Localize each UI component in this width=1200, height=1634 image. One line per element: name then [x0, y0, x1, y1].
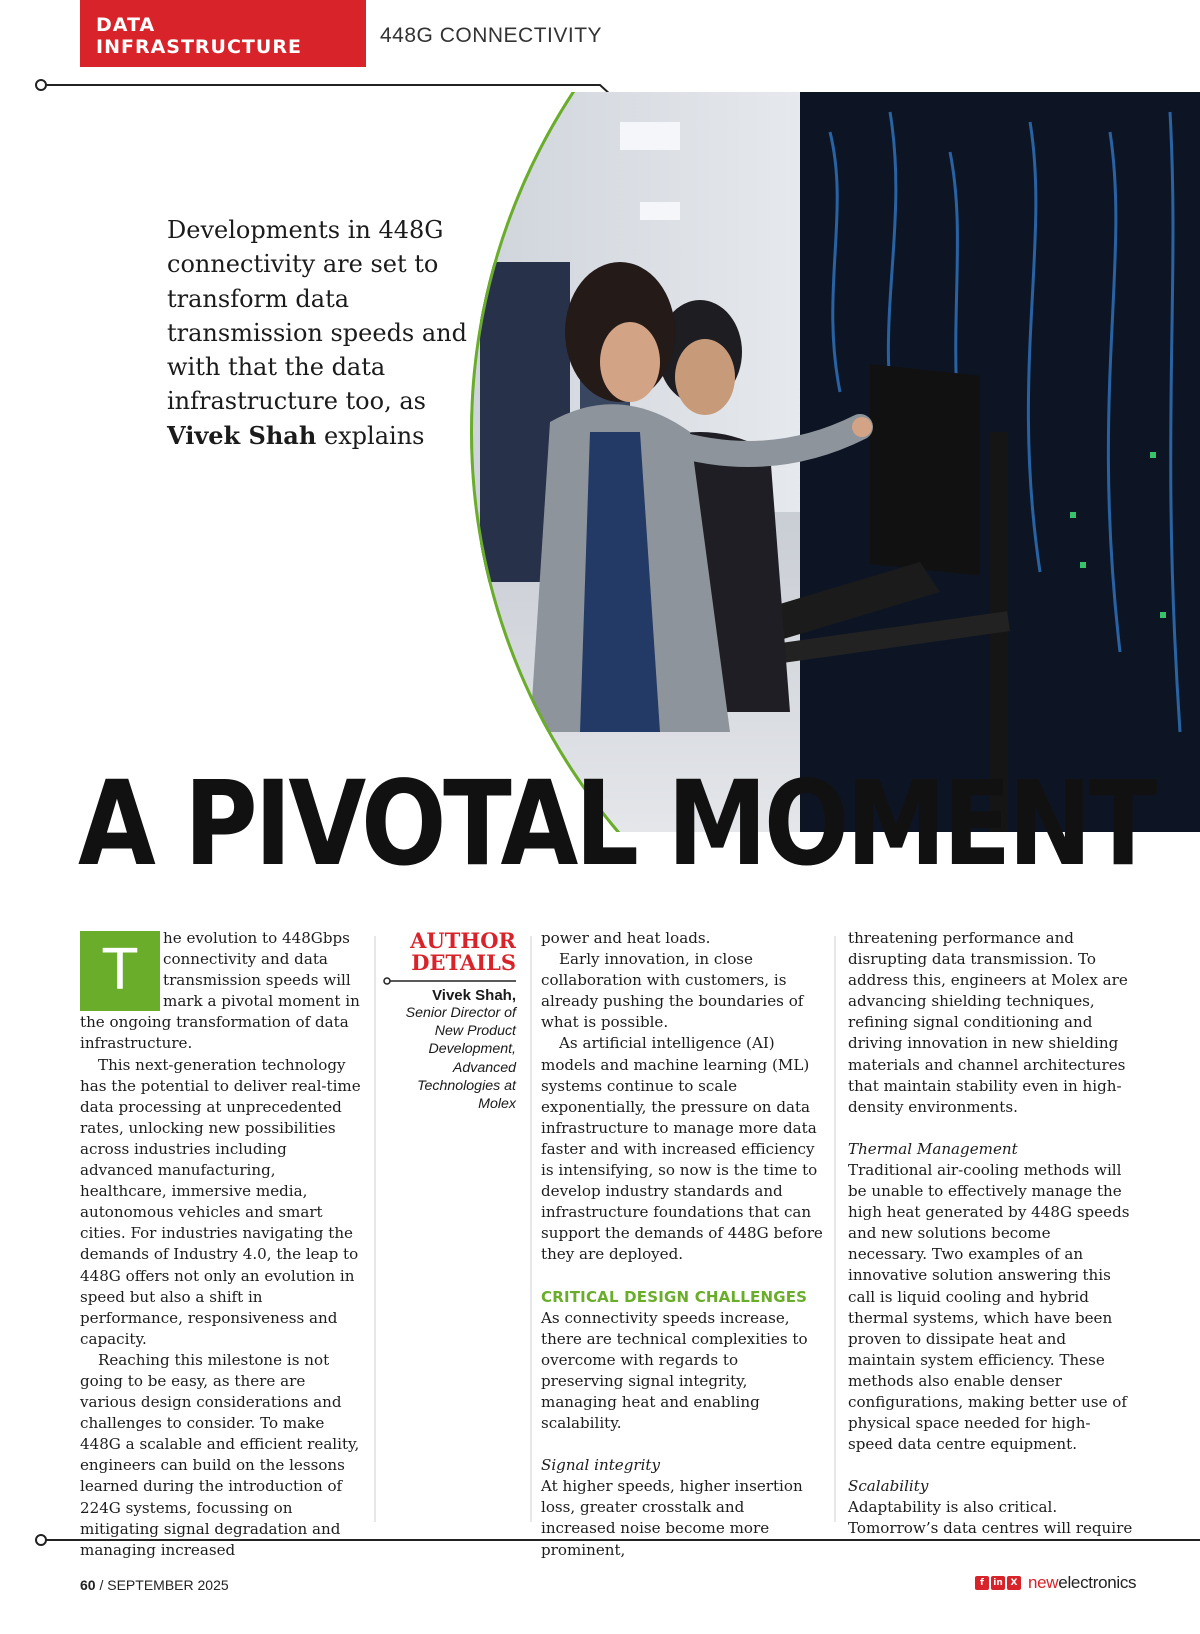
author-role: Senior Director of New Product Development, Advanced Technologies at Molex — [405, 1005, 516, 1113]
page-folio — [80, 1577, 229, 1593]
article-column-1 — [80, 928, 362, 1561]
headline: A PIVOTAL MOMENT — [78, 755, 1154, 892]
brand-name-electronics: electronics — [1058, 1573, 1137, 1592]
paragraph: Adaptability is also critical. Tomorrow’s data centres will require — [848, 1498, 1133, 1538]
bottom-rule-dot — [36, 1535, 46, 1545]
facebook-icon[interactable]: f — [975, 1576, 989, 1590]
paragraph: threatening performance and disrupting data transmission. To address this, engineers at Molex are advancing shielding techniques, refining signal conditioning and driving innovation in new shielding materials and channel architectures that maintain stability even in high-density environments. — [848, 929, 1128, 1116]
author-name: Vivek Shah, — [432, 987, 516, 1004]
standfirst-suffix: explains — [323, 421, 425, 450]
brand-name — [1028, 1573, 1136, 1593]
top-rule-dot — [36, 80, 46, 90]
author-details — [384, 930, 516, 1113]
subheading-critical-design: CRITICAL DESIGN CHALLENGES — [541, 1287, 808, 1306]
paragraph: Early innovation, in close collaboration with customers, is already pushing the boundaries of what is possible. — [541, 950, 804, 1032]
paragraph: As artificial intelligence (AI) models and machine learning (ML) systems continue to scale exponentially, the pressure on data infrastructure to manage more data faster and with increased efficiency is intensifying, so now is the time to develop industry standards and infrastructure foundations that can support the demands of 448G before they are deployed. — [541, 1034, 823, 1264]
brand-name-new: new — [1028, 1573, 1059, 1592]
paragraph: At higher speeds, higher insertion loss, greater crosstalk and increased noise become more prominent, — [541, 1477, 803, 1559]
linkedin-icon[interactable]: in — [991, 1576, 1005, 1590]
subheading-thermal: Thermal Management — [848, 1139, 1018, 1158]
subheading-signal-integrity: Signal integrity — [541, 1456, 661, 1475]
paragraph: Traditional air-cooling methods will be unable to effectively manage the high heat generated by 448G speeds and new solutions become necessary. Two examples of an innovative solution answering this call is liquid cooling and hybrid thermal systems, which have been proven to dissipate heat and maintain system efficiency. These methods also enable denser configurations, making better use of physical space needed for high-speed data centre equipment. — [848, 1160, 1130, 1454]
folio-separator: / — [99, 1577, 104, 1593]
subheading-scalability: Scalability — [848, 1477, 929, 1496]
article-column-3 — [848, 928, 1134, 1540]
x-icon[interactable]: X — [1007, 1576, 1021, 1590]
author-heading-line1: AUTHOR — [410, 928, 516, 953]
standfirst — [167, 213, 467, 453]
page-number: 60 — [80, 1577, 96, 1593]
issue-date: SEPTEMBER 2025 — [107, 1577, 229, 1593]
section-tag: DATA INFRASTRUCTURE — [80, 0, 366, 67]
paragraph: Reaching this milestone is not going to be easy, as there are various design considerations and challenges to consider. To make 448G a scalable and efficient reality, engineers can build on the lessons learned during the introduction of 224G systems, focussing on mitigating signal degradation and managing increased — [80, 1350, 360, 1559]
section-subtitle: 448G CONNECTIVITY — [380, 23, 603, 47]
paragraph: As connectivity speeds increase, there are technical complexities to overcome with regards to preserving signal integrity, managing heat and enabling scalability. — [541, 1308, 808, 1433]
standfirst-author: Vivek Shah — [167, 420, 317, 450]
author-heading-line2: DETAILS — [411, 950, 516, 975]
article-column-2 — [541, 928, 823, 1561]
paragraph: he evolution to 448Gbps connectivity and data transmission speeds will mark a pivotal moment in the ongoing transformation of data infrastructure. — [80, 929, 360, 1053]
drop-cap: T — [80, 931, 160, 1011]
hero-photo — [470, 92, 1200, 832]
paragraph: power and heat loads. — [541, 929, 711, 947]
publication-brand — [975, 1573, 1136, 1593]
paragraph: This next-generation technology has the potential to deliver real-time data processing at unprecedented rates, unlocking new possibilities across industries including advanced manufacturing, healthcare, immersive media, autonomous vehicles and smart cities. For industries navigating the demands of Industry 4.0, the leap to 448G offers not only an evolution in speed but also a shift in performance, responsiveness and capacity. — [80, 1055, 361, 1348]
standfirst-text: Developments in 448G connectivity are set to transform data transmission speeds and with that the data infrastructure too, as — [167, 216, 467, 416]
